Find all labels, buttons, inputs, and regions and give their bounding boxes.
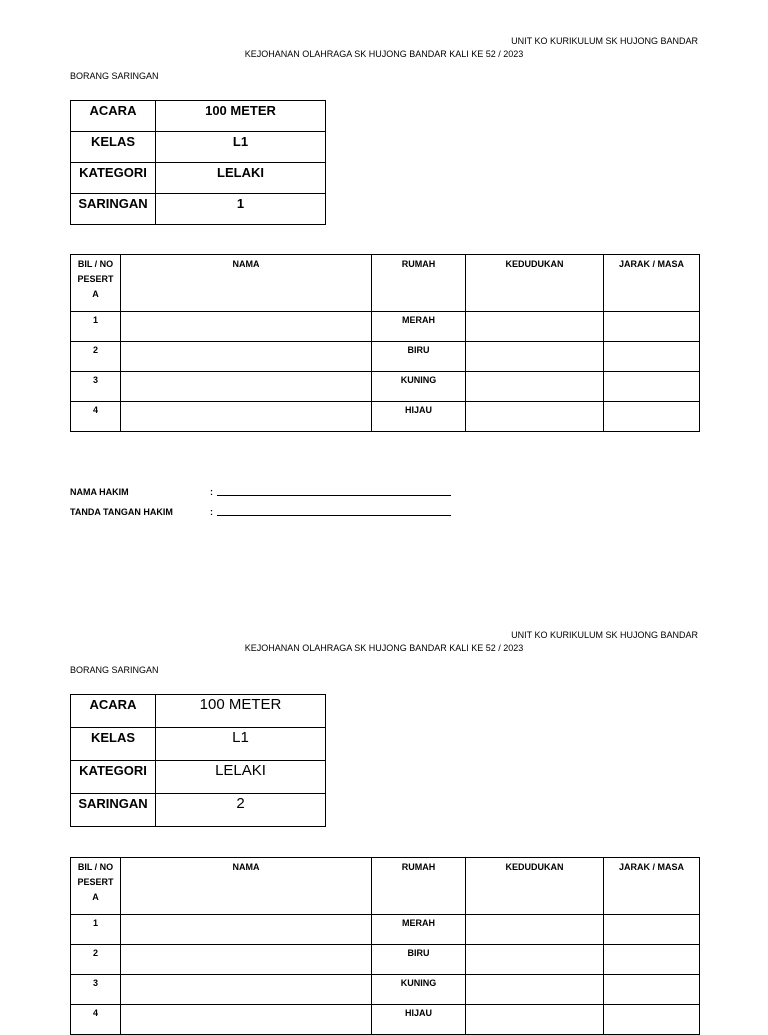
tanda-tangan-field[interactable]	[217, 506, 451, 516]
info-row-saringan	[71, 194, 326, 225]
cell-bil: 2	[71, 945, 121, 975]
col-bil-line2: PESERT	[77, 877, 114, 887]
event-title-1: KEJOHANAN OLAHRAGA SK HUJONG BANDAR KALI KE 52 / 2023	[244, 49, 524, 59]
acara-label: ACARA	[71, 695, 156, 728]
table-row	[71, 402, 700, 432]
col-bil-line2: PESERT	[77, 274, 114, 284]
cell-bil: 3	[71, 975, 121, 1005]
col-kedudukan: KEDUDUKAN	[466, 255, 604, 312]
cell-bil: 3	[71, 372, 121, 402]
table-row	[71, 1005, 700, 1035]
cell-rumah: KUNING	[372, 975, 466, 1005]
table-row	[71, 342, 700, 372]
info-row-acara	[71, 695, 326, 728]
nama-hakim-label: NAMA HAKIM	[70, 487, 129, 497]
info-row-kategori	[71, 163, 326, 194]
cell-kedudukan[interactable]	[466, 372, 604, 402]
cell-nama[interactable]	[121, 402, 372, 432]
col-jarak: JARAK / MASA	[604, 255, 700, 312]
cell-kedudukan[interactable]	[466, 915, 604, 945]
cell-kedudukan[interactable]	[466, 975, 604, 1005]
kelas-value: L1	[156, 728, 326, 761]
cell-kedudukan[interactable]	[466, 402, 604, 432]
info-row-kelas	[71, 728, 326, 761]
tanda-tangan-label: TANDA TANGAN HAKIM	[70, 507, 173, 517]
info-row-saringan	[71, 794, 326, 827]
table-row	[71, 372, 700, 402]
colon: :	[210, 507, 213, 517]
col-bil-line1: BIL / NO	[77, 862, 114, 872]
table-header-row	[71, 858, 700, 915]
cell-jarak[interactable]	[604, 915, 700, 945]
table-row	[71, 915, 700, 945]
table-row	[71, 975, 700, 1005]
cell-nama[interactable]	[121, 915, 372, 945]
kategori-label: KATEGORI	[71, 163, 156, 194]
col-bil	[71, 858, 121, 915]
cell-nama[interactable]	[121, 945, 372, 975]
cell-jarak[interactable]	[604, 975, 700, 1005]
saringan-value: 2	[156, 794, 326, 827]
unit-header-2: UNIT KO KURIKULUM SK HUJONG BANDAR	[511, 630, 698, 640]
cell-rumah: BIRU	[372, 945, 466, 975]
kategori-value: LELAKI	[156, 163, 326, 194]
cell-bil: 4	[71, 1005, 121, 1035]
cell-rumah: MERAH	[372, 915, 466, 945]
info-row-acara	[71, 101, 326, 132]
cell-nama[interactable]	[121, 975, 372, 1005]
col-bil	[71, 255, 121, 312]
acara-value: 100 METER	[156, 101, 326, 132]
cell-nama[interactable]	[121, 1005, 372, 1035]
participant-table-1	[70, 254, 700, 432]
nama-hakim-field[interactable]	[217, 486, 451, 496]
colon: :	[210, 487, 213, 497]
event-title-2: KEJOHANAN OLAHRAGA SK HUJONG BANDAR KALI KE 52 / 2023	[244, 643, 524, 653]
cell-nama[interactable]	[121, 342, 372, 372]
col-bil-line3: A	[92, 289, 99, 299]
borang-label-1: BORANG SARINGAN	[70, 71, 159, 81]
cell-jarak[interactable]	[604, 312, 700, 342]
unit-header-1: UNIT KO KURIKULUM SK HUJONG BANDAR	[511, 36, 698, 46]
col-rumah: RUMAH	[372, 858, 466, 915]
col-bil-line1: BIL / NO	[77, 259, 114, 269]
kelas-value: L1	[156, 132, 326, 163]
info-row-kategori	[71, 761, 326, 794]
col-jarak: JARAK / MASA	[604, 858, 700, 915]
cell-nama[interactable]	[121, 312, 372, 342]
kategori-value: LELAKI	[156, 761, 326, 794]
col-rumah: RUMAH	[372, 255, 466, 312]
saringan-label: SARINGAN	[71, 794, 156, 827]
cell-bil: 2	[71, 342, 121, 372]
cell-rumah: HIJAU	[372, 1005, 466, 1035]
col-bil-line3: A	[92, 892, 99, 902]
cell-kedudukan[interactable]	[466, 342, 604, 372]
kelas-label: KELAS	[71, 728, 156, 761]
cell-jarak[interactable]	[604, 402, 700, 432]
cell-jarak[interactable]	[604, 372, 700, 402]
cell-kedudukan[interactable]	[466, 1005, 604, 1035]
cell-bil: 1	[71, 915, 121, 945]
participant-table-2	[70, 857, 700, 1035]
event-info-table-2	[70, 694, 326, 827]
borang-label-2: BORANG SARINGAN	[70, 665, 159, 675]
cell-kedudukan[interactable]	[466, 312, 604, 342]
kelas-label: KELAS	[71, 132, 156, 163]
col-kedudukan: KEDUDUKAN	[466, 858, 604, 915]
table-row	[71, 312, 700, 342]
table-header-row	[71, 255, 700, 312]
cell-bil: 4	[71, 402, 121, 432]
col-nama: NAMA	[121, 255, 372, 312]
cell-rumah: HIJAU	[372, 402, 466, 432]
cell-rumah: KUNING	[372, 372, 466, 402]
table-row	[71, 945, 700, 975]
cell-rumah: MERAH	[372, 312, 466, 342]
tanda-tangan-line	[70, 506, 451, 517]
cell-jarak[interactable]	[604, 342, 700, 372]
cell-rumah: BIRU	[372, 342, 466, 372]
cell-jarak[interactable]	[604, 945, 700, 975]
saringan-value: 1	[156, 194, 326, 225]
event-info-table-1	[70, 100, 326, 225]
nama-hakim-line	[70, 486, 451, 497]
col-nama: NAMA	[121, 858, 372, 915]
acara-label: ACARA	[71, 101, 156, 132]
cell-kedudukan[interactable]	[466, 945, 604, 975]
cell-jarak[interactable]	[604, 1005, 700, 1035]
cell-bil: 1	[71, 312, 121, 342]
saringan-label: SARINGAN	[71, 194, 156, 225]
acara-value: 100 METER	[156, 695, 326, 728]
info-row-kelas	[71, 132, 326, 163]
cell-nama[interactable]	[121, 372, 372, 402]
kategori-label: KATEGORI	[71, 761, 156, 794]
